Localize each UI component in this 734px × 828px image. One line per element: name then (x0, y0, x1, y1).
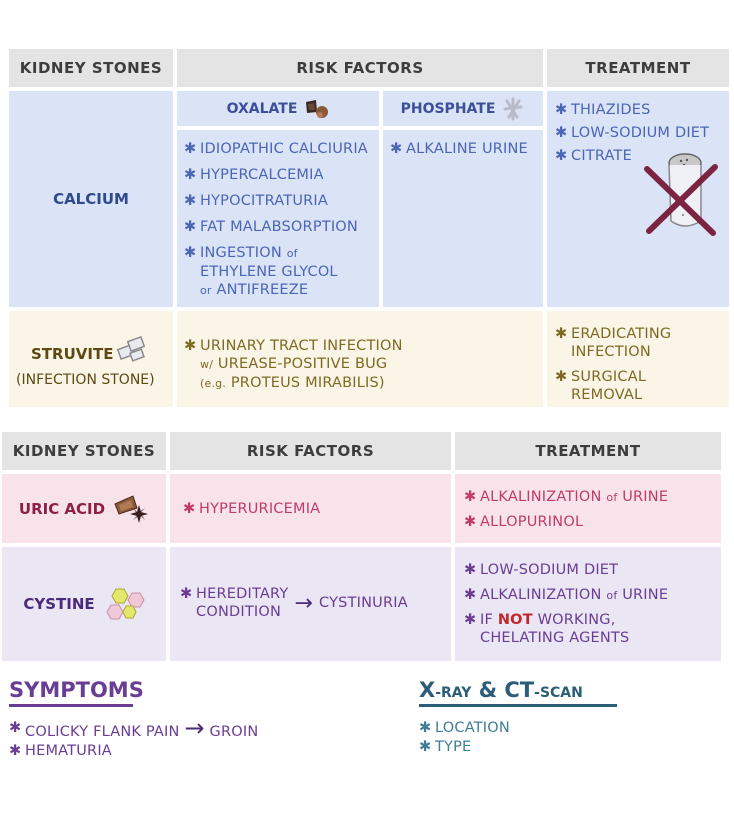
cystine-hexagon-icon (105, 587, 145, 621)
imaging-title: X-RAY & CT-SCAN (419, 678, 617, 707)
header-risk-factors: RISK FACTORS (177, 49, 543, 87)
header-kidney-stones: KIDNEY STONES (2, 432, 166, 470)
arrow-icon: → (294, 590, 314, 616)
phosphate-crystal-icon (501, 97, 525, 121)
struvite-risk-cell (177, 311, 543, 407)
list-item: ✱ LOCATION (419, 720, 510, 736)
list-item: ✱ HYPERCALCEMIA (184, 167, 324, 183)
cystine-risk-result: CYSTINURIA (319, 595, 408, 611)
calcium-treatment-cell (547, 91, 729, 307)
phosphate-risk-cell (383, 130, 543, 307)
uric-acid-risk-cell (170, 474, 451, 543)
list-item: ✱ HYPOCITRATURIA (184, 193, 328, 209)
salt-shaker-crossed-icon (641, 149, 721, 239)
list-item: ✱ INGESTION of ETHYLENE GLYCOL or ANTIFREEZE (184, 245, 338, 298)
not-emphasis: NOT (497, 612, 533, 628)
cystine-treatment-cell (455, 547, 721, 661)
list-item: ✱ CITRATE (555, 148, 632, 164)
struvite-treatment-list (555, 325, 729, 404)
struvite-crystal-icon (115, 333, 147, 363)
header-risk-factors: RISK FACTORS (170, 432, 451, 470)
row-label-struvite (9, 311, 173, 407)
list-item: ✱ ALKALINE URINE (390, 141, 528, 157)
arrow-icon: → (184, 714, 205, 742)
row-label-uric-acid (2, 474, 166, 543)
uric-acid-treatment-cell (455, 474, 721, 543)
cystine-risk-line2: CONDITION (196, 604, 282, 620)
list-item: ✱ IDIOPATHIC CALCIURIA (184, 141, 368, 157)
phosphate-subheader (383, 91, 543, 126)
cystine-treatment-list (464, 561, 721, 647)
list-item: ✱ IF NOT WORKING, CHELATING AGENTS (464, 612, 630, 646)
list-item: ✱ HYPERURICEMIA (183, 501, 321, 517)
row-label-calcium (9, 91, 173, 307)
header-kidney-stones: KIDNEY STONES (9, 49, 173, 87)
oxalate-risk-cell (177, 130, 379, 307)
uric-acid-label: URIC ACID (18, 499, 106, 518)
calcium-label: CALCIUM (53, 190, 129, 208)
struvite-treatment-cell (547, 311, 729, 407)
header-treatment: TREATMENT (455, 432, 721, 470)
oxalate-subheader (177, 91, 379, 126)
cystine-risk-item (180, 585, 451, 621)
list-item: ✱ HEMATURIA (9, 743, 112, 759)
list-item: ✱ LOW-SODIUM DIET (464, 562, 619, 578)
list-item: ✱ LOW-SODIUM DIET (555, 125, 710, 141)
imaging-list (419, 719, 510, 757)
list-item: ✱ THIAZIDES (555, 102, 651, 118)
list-item: ✱ SURGICAL REMOVAL (555, 369, 647, 403)
list-item: ✱ FAT MALABSORPTION (184, 219, 358, 235)
uric-acid-crystal-icon (113, 494, 149, 524)
oxalate-label: OXALATE (226, 100, 298, 117)
cystine-risk-cell (170, 547, 451, 661)
row-label-cystine (2, 547, 166, 661)
symptoms-list (9, 714, 259, 761)
list-item: ✱ ALKALINIZATION of URINE (464, 489, 669, 505)
list-item: ✱ TYPE (419, 739, 472, 755)
struvite-risk-list (184, 337, 543, 393)
bullet: ✱ (180, 586, 193, 602)
cystine-risk-line1: HEREDITARY (196, 586, 289, 602)
struvite-label: STRUVITE (31, 345, 114, 363)
uric-acid-treatment-list (464, 488, 721, 532)
phosphate-risk-list (390, 140, 543, 159)
phosphate-label: PHOSPHATE (400, 100, 496, 117)
cystine-label: CYSTINE (23, 595, 95, 613)
uric-acid-risk-list (183, 500, 451, 519)
list-item: ✱ URINARY TRACT INFECTION w/ UREASE-POSITIVE BUG (e.g. PROTEUS MIRABILIS) (184, 338, 403, 391)
struvite-sublabel: (INFECTION STONE) (16, 372, 155, 388)
list-item: ✱ ERADICATING INFECTION (555, 326, 672, 360)
list-item: ✱ ALLOPURINOL (464, 514, 584, 530)
symptoms-title: SYMPTOMS (9, 678, 144, 707)
list-item: ✱ COLICKY FLANK PAIN → GROIN (9, 714, 259, 742)
header-treatment: TREATMENT (547, 49, 729, 87)
list-item: ✱ ALKALINIZATION of URINE (464, 587, 669, 603)
oxalate-risk-list (184, 140, 379, 300)
oxalate-crystal-icon (303, 98, 329, 120)
